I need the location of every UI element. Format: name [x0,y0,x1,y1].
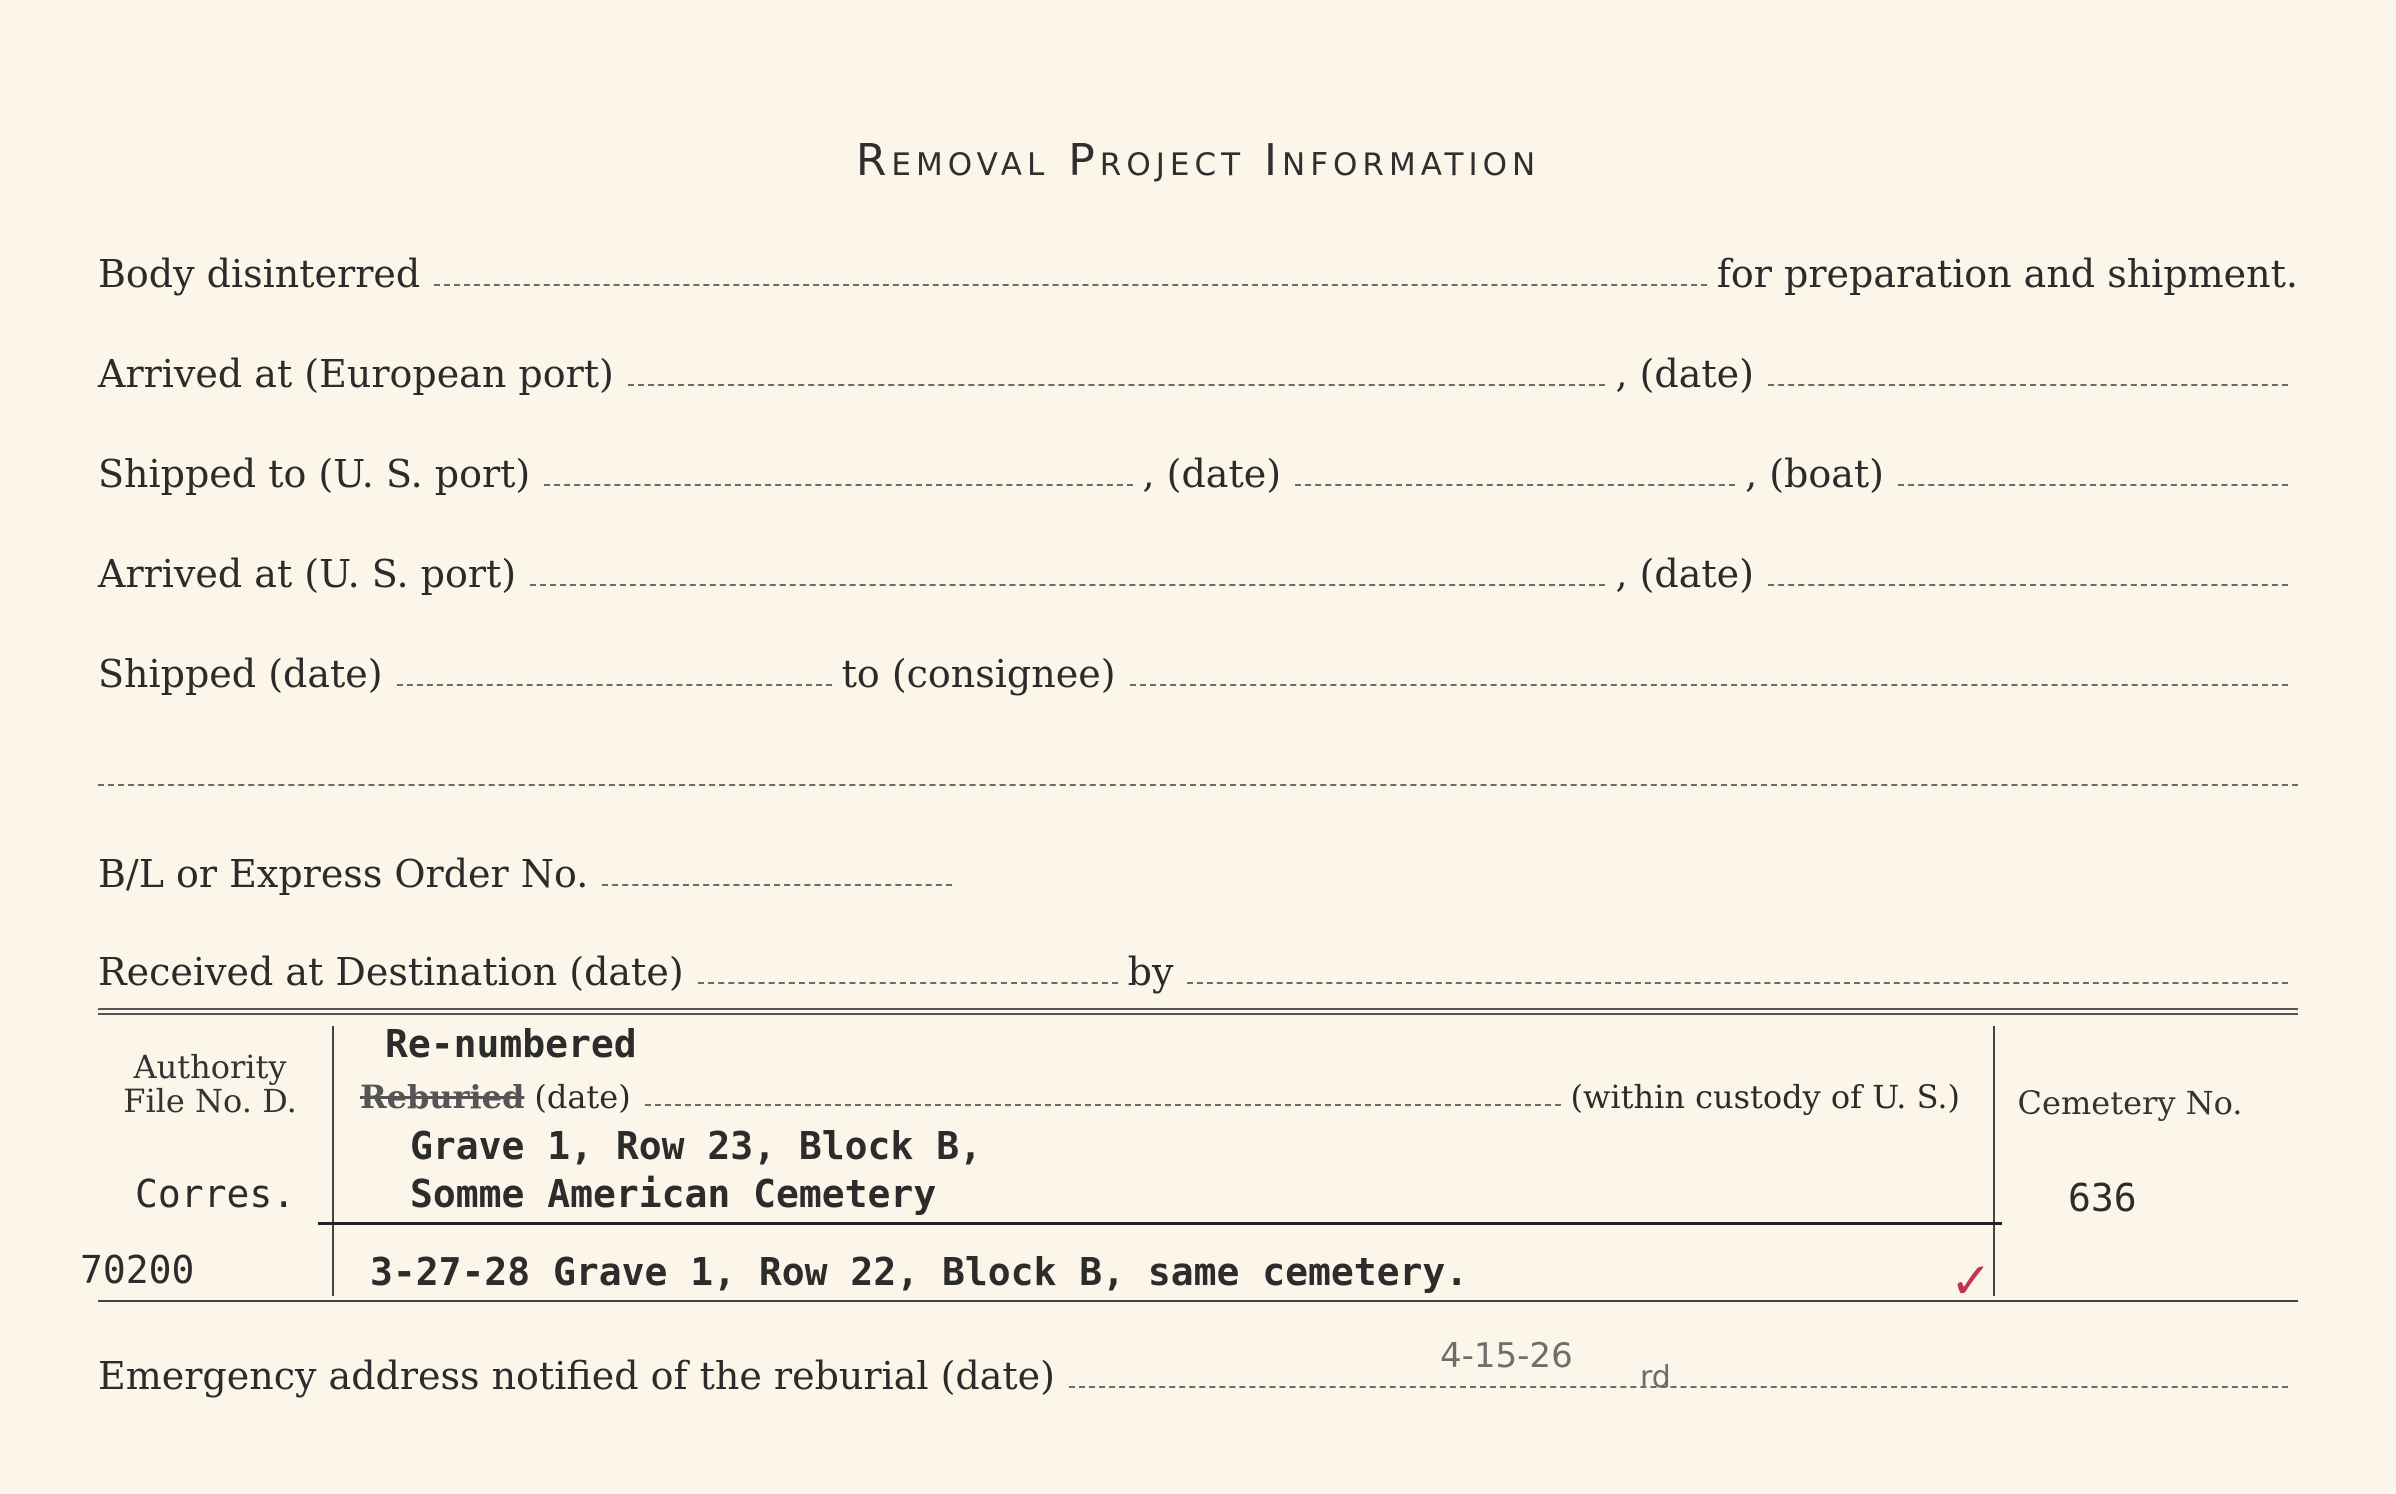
received-by-label: by [1127,950,1174,994]
shipped-us-label: Shipped to (U. S. port) [98,452,531,496]
shipped-us-boat-blank [1898,484,2288,486]
authority-label-line1: Authority [133,1048,287,1086]
emergency-label: Emergency address notified of the reburial (date) [98,1354,1055,1398]
row-arrived-us [98,540,2298,600]
row-shipped [98,640,2298,700]
consignee-label: to (consignee) [841,652,1116,696]
reburial-underline [318,1222,2002,1225]
shipped-date-blank [397,684,832,686]
arrived-us-date-label: , (date) [1615,552,1754,596]
row-bl [98,840,2298,900]
arrived-us-blank [530,584,1605,586]
cemetery-no-value: 636 [2068,1176,2137,1220]
shipped-us-date-label: , (date) [1142,452,1282,496]
bl-label: B/L or Express Order No. [98,852,589,896]
disinterred-label: Body disinterred [98,252,421,296]
shipped-label: Shipped (date) [98,652,383,696]
reburied-struck-label: Reburied [360,1078,525,1116]
shipped-us-blank [544,484,1132,486]
row-arrived-european [98,340,2298,400]
shipped-us-date-blank [1295,484,1735,486]
arrived-european-label: Arrived at (European port) [98,352,614,396]
disinterred-suffix: for preparation and shipment. [1716,252,2298,296]
row-emergency [98,1342,2298,1402]
initials-handwritten: rd [1640,1360,1671,1395]
arrived-us-date-blank [1768,584,2288,586]
authority-label [110,1050,310,1118]
cemetery-no-label: Cemetery No. [2017,1084,2243,1122]
red-check-mark: ✓ [1950,1252,1992,1310]
renumber-entry: 3-27-28 Grave 1, Row 22, Block B, same cemetery. [370,1250,1469,1294]
received-by-blank [1187,982,2288,984]
received-label: Received at Destination (date) [98,950,684,994]
reburied-date-blank [645,1104,1561,1106]
reburied-date-label: (date) [534,1078,631,1116]
bl-blank [602,884,952,886]
arrived-european-blank [628,384,1606,386]
column-divider-right [1993,1026,1995,1296]
corres-label: Corres. [135,1172,296,1216]
table-bottom-rule [98,1300,2298,1302]
section-divider [98,1008,2298,1015]
authority-label-line2: File No. D. [123,1082,297,1120]
received-date-blank [698,982,1118,984]
row-disinterred [98,240,2298,300]
reburial-grave-line: Grave 1, Row 23, Block B, [410,1124,982,1168]
custody-label: (within custody of U. S.) [1570,1078,1960,1116]
consignee-continuation-blank [98,784,2298,786]
disinterred-blank [434,284,1707,286]
reburial-cemetery-line: Somme American Cemetery [410,1172,937,1216]
reburied-row [360,1078,1960,1116]
shipped-us-boat-label: , (boat) [1745,452,1884,496]
arrived-us-label: Arrived at (U. S. port) [98,552,517,596]
notify-date-handwritten: 4-15-26 [1440,1336,1573,1376]
authority-file-number: 70200 [80,1248,195,1292]
emergency-date-blank [1069,1386,2288,1388]
column-divider-left [332,1026,334,1296]
row-received [98,938,2298,998]
card-title: Removal Project Information [855,135,1541,186]
renumbered-note: Re-numbered [385,1022,637,1066]
arrived-european-date-label: , (date) [1615,352,1754,396]
consignee-blank [1130,684,2288,686]
arrived-european-date-blank [1768,384,2288,386]
row-shipped-us [98,440,2298,500]
